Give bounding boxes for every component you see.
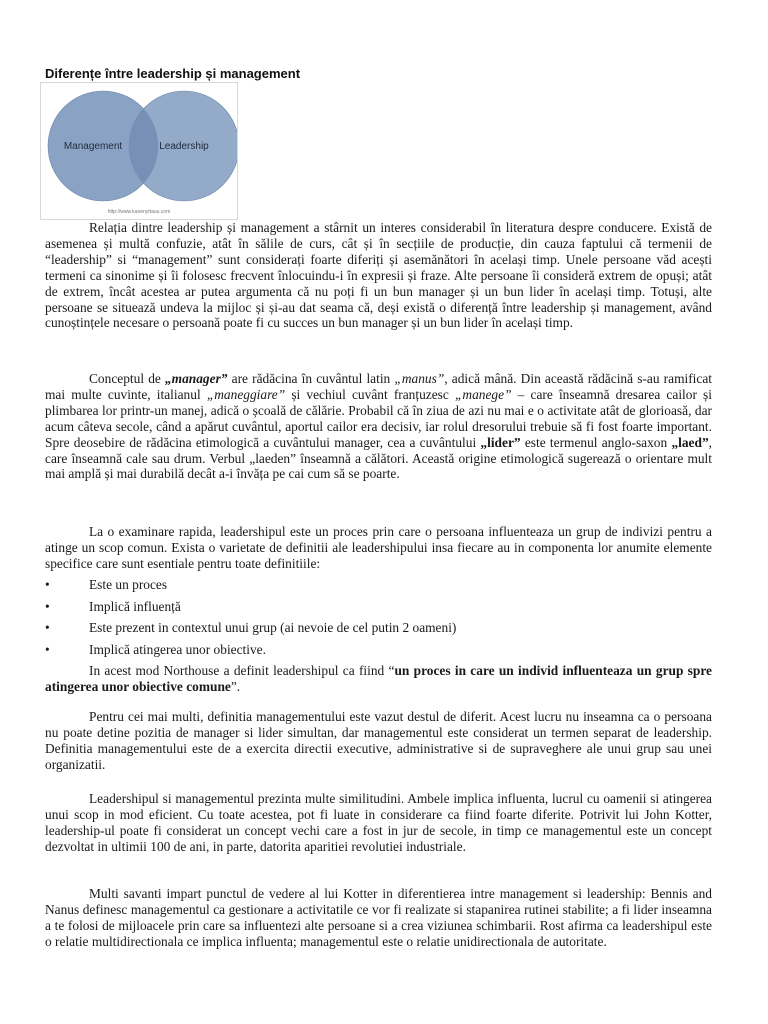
p4-text: ”. xyxy=(230,678,241,694)
venn-diagram-figure xyxy=(40,82,238,220)
paragraph-2 xyxy=(45,371,712,482)
management-label: Management xyxy=(63,141,123,152)
list-item xyxy=(45,620,712,642)
term-manus: „manus” xyxy=(394,371,445,386)
list-item xyxy=(45,642,712,664)
p2-text: Conceptul de xyxy=(89,371,165,386)
leadership-label: Leadership xyxy=(159,141,209,152)
bullet-icon: • xyxy=(45,577,50,592)
bullet-icon: • xyxy=(45,620,50,635)
paragraph-3 xyxy=(45,524,712,572)
p2-text: și vechiul cuvânt franțuzesc xyxy=(285,386,455,402)
paragraph-1-text: Relația dintre leadership și management a stârnit un interes considerabil în literatura despre conducere. Există de asemenea și multă confuzie, atât în sălile de curs, cât și în secțiile de producție, din cauza faptului că termenii de “leadership” si “management” sunt considerați foarte diferiți și asemănători în același timp. Unele persoane văd acești termeni ca sinonime și îi folosesc frecvent înlocuindu-i în expresii și fraze. Alte persoane îi consideră extrem de opuși; atât de extrem, încât acestea ar putea argumenta că nu poți fi un bun manager și un bun lider în același timp. Totuși, alte persoane se situează undeva la mijloc și și-au dat seama că, deși există o diferență între leadership și management, având cunoștințele necesare o persoană poate fi cu succes un bun manager și un bun lider în același timp. xyxy=(45,220,712,331)
bullet-icon: • xyxy=(45,641,50,657)
paragraph-6 xyxy=(45,791,712,855)
paragraph-5 xyxy=(45,709,712,773)
term-laed: „laed” xyxy=(671,434,709,450)
p2-text: , care înseamnă cale sau drum. Verbul „laeden” înseamnă a călători. Această origine etimologică sugerează o orientare mult mai amplă și mai durabilă decât a-i învăța pe cai cum să se poarte. xyxy=(45,434,712,482)
list-item-text: Este prezent in contextul unui grup (ai nevoie de cel putin 2 oameni) xyxy=(89,620,457,635)
northouse-definition: un proces in care un individ influenteaza un grup spre atingerea unor obiective comune xyxy=(45,663,712,694)
p2-text: este termenul anglo-saxon xyxy=(520,434,672,450)
paragraph-4 xyxy=(45,663,712,695)
paragraph-7 xyxy=(45,886,712,950)
paragraph-3-text: La o examinare rapida, leadershipul este un proces prin care o persoana influenteaza un grup de indivizi pentru a atinge un scop comun. Exista o varietate de definitii ale leadershipului insa fiecare au in componenta lor anumite elemente specifice care sunt esentiale pentru toate definitiile: xyxy=(45,524,712,571)
term-maneggiare: „maneggiare” xyxy=(206,386,286,402)
p2-text: are rădăcina în cuvântul latin xyxy=(227,371,395,386)
paragraph-6-text: Leadershipul si managementul prezinta multe similitudini. Ambele implica influenta, lucrul cu oamenii si atingerea unui scop in mod eficient. Cu toate acestea, pot fi luate in considerare ca fiind foarte diferite. Potrivit lui John Kotter, leadership-ul poate fi considerat un concept vechi care a fost in jur de secole, in timp ce managementul este un concept dezvoltat in ultimii 100 de ani, in parte, datorita aparitiei revolutiei industriale. xyxy=(45,791,712,854)
list-item xyxy=(45,577,712,599)
source-url: http://www.kaoenyttauu.com xyxy=(107,209,171,215)
list-item-text: Implică influență xyxy=(89,598,181,614)
list-item xyxy=(45,599,712,621)
p2-text: , adică mână. Din această rădăcină s-au ramificat mai multe cuvinte, italianul xyxy=(45,371,712,402)
definition-bullet-list xyxy=(45,577,712,663)
list-item-text: Este un proces xyxy=(89,577,168,592)
document-title: Diferențe între leadership și management xyxy=(45,66,301,81)
paragraph-5-text: Pentru cei mai multi, definitia managementului este vazut destul de diferit. Acest lucru nu inseamna ca o persoana nu poate detine pozitia de manager si lider simultan, dar managementul este considerat un termen separat de leadership. Definitia managementului este de a exercita directii executive, administrative si de supraveghere ale unui grup sau unei organizatii. xyxy=(45,709,712,772)
paragraph-7-text: Multi savanti impart punctul de vedere al lui Kotter in diferentierea intre management si leadership: Bennis and Nanus definesc managementul ca gestionare a activitatile ce vor fi realizate si stapanirea rutinei stabilite; a fi lider inseamna a te folosi de mijloacele prin care sa influentezi alte persoane si a crea viziunea schimbarii. Rost afirma ca leadershipul este o relatie multidirectionala ce implica influenta; managementul este o relatie unidirectionala de autoritate. xyxy=(45,886,712,949)
term-lider: „lider” xyxy=(480,434,521,450)
paragraph-1 xyxy=(45,220,712,331)
term-manege: „manege” xyxy=(454,386,512,402)
p4-text: In acest mod Northouse a definit leadershipul ca fiind “ xyxy=(89,663,395,678)
term-manager: „manager” xyxy=(164,371,228,386)
list-item-text: Implică atingerea unor obiective. xyxy=(89,641,266,657)
p2-text: – care înseamnă dresarea cailor și plimbarea lor printr-un manej, adică o școală de călărie. Probabil că în ziua de azi nu mai e o activitate atât de glorioasă, dar acum câteva secole, când a apărut cuvântul, aportul cailor era decisiv, iar rolul dresorului trebuie să fi fost foarte important. Spre deosebire de rădăcina etimologică a cuvântului manager, cea a cuvântului xyxy=(45,386,712,450)
venn-diagram xyxy=(41,83,237,219)
bullet-icon: • xyxy=(45,598,50,614)
